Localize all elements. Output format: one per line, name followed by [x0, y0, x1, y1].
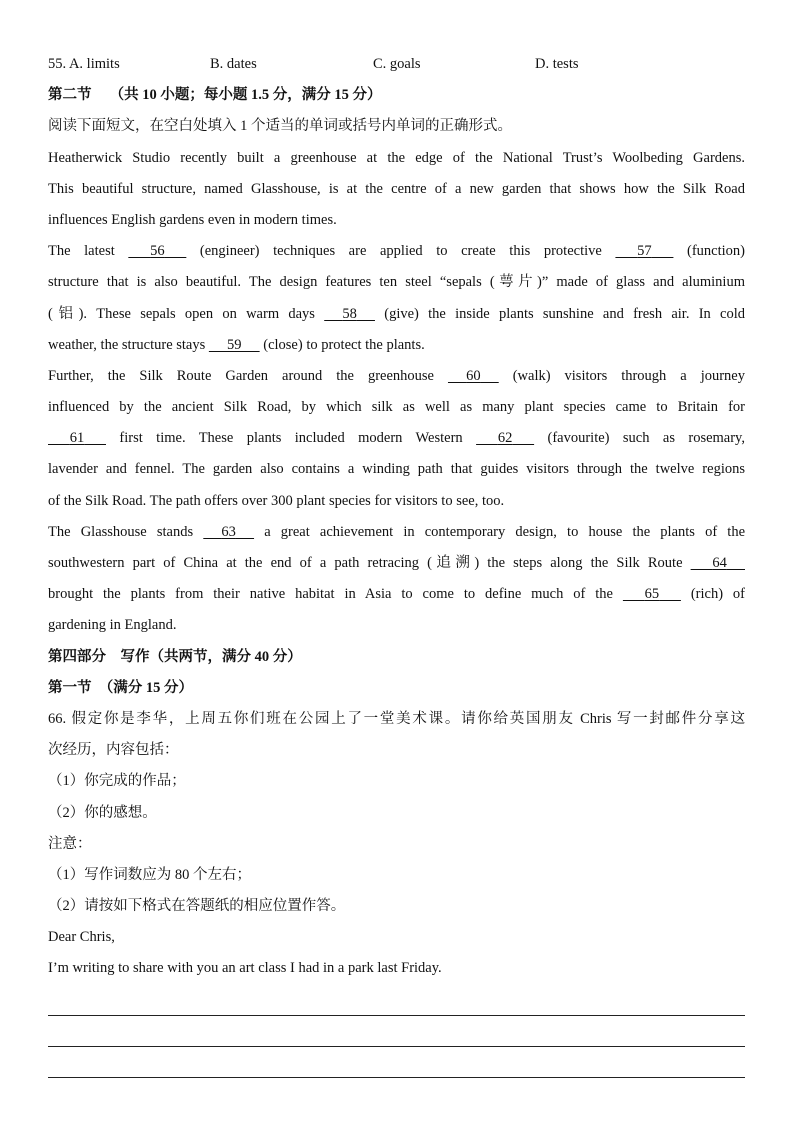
- letter-opening: I’m writing to share with you an art class I had in a park last Friday.: [48, 960, 442, 977]
- blank-62[interactable]: [476, 423, 534, 454]
- blank-number: 57: [637, 243, 652, 260]
- q66-item: （1）你完成的作品；: [48, 773, 186, 790]
- passage-line: influences English gardens even in modern times.: [48, 211, 337, 228]
- text-segment: The latest: [48, 243, 115, 260]
- q66-note-label: 注意：: [48, 835, 92, 852]
- passage-line: [48, 330, 745, 361]
- text-segment: southwestern part of China at the end of a path retracing (追溯) the steps along the Silk Route: [48, 555, 683, 571]
- text-segment: Further, the Silk Route Garden around the greenhouse: [48, 367, 434, 384]
- text-segment: (favourite) such as rosemary,: [547, 430, 745, 447]
- passage-line: [48, 517, 745, 548]
- passage-line: [48, 548, 745, 579]
- q55-option-c: C. goals: [373, 56, 421, 72]
- text-segment: (engineer) techniques are applied to create this protective: [199, 243, 602, 260]
- blank-64[interactable]: [691, 548, 745, 579]
- blank-65[interactable]: [623, 579, 681, 610]
- q55-options-row: [48, 49, 745, 80]
- passage-line: [48, 423, 745, 454]
- blank-59[interactable]: [209, 330, 260, 361]
- part4-heading: 第四部分 写作（共两节，满分 40 分）: [48, 648, 302, 665]
- q55-option-b: B. dates: [210, 56, 257, 72]
- q66-note: （1）写作词数应为 80 个左右；: [48, 866, 251, 883]
- blank-63[interactable]: [203, 517, 254, 548]
- answer-line[interactable]: [48, 985, 745, 1016]
- answer-line[interactable]: [48, 1047, 745, 1078]
- blank-58[interactable]: [324, 299, 375, 330]
- passage-line: influenced by the ancient Silk Road, by which silk as well as many plant species came to Britain for: [48, 399, 745, 416]
- letter-greeting: Dear Chris,: [48, 929, 115, 946]
- passage-line: [48, 236, 745, 267]
- section2-heading: [48, 80, 745, 111]
- q66-prompt-line: 次经历，内容包括：: [48, 742, 179, 759]
- blank-number: 65: [644, 586, 660, 603]
- text-segment: a great achievement in contemporary design, to house the plants of the: [264, 523, 746, 540]
- section2-instruction: 阅读下面短文，在空白处填入 1 个适当的单词或括号内单词的正确形式。: [48, 118, 512, 135]
- text-segment: (rich) of: [690, 586, 746, 603]
- text-segment: The Glasshouse stands: [48, 523, 194, 540]
- blank-number: 64: [712, 555, 727, 571]
- passage-line: Heatherwick Studio recently built a greenhouse at the edge of the National Trust’s Woolbeding Gardens.: [48, 149, 745, 166]
- text-segment: (function): [687, 243, 745, 260]
- passage-line: of the Silk Road. The path offers over 300 plant species for visitors to see, too.: [48, 492, 505, 509]
- section2-desc: （共 10 小题；每小题 1.5 分，满分 15 分）: [109, 87, 382, 104]
- text-segment: (give) the inside plants sunshine and fresh air. In cold: [384, 305, 746, 322]
- section2-title: 第二节: [48, 87, 92, 104]
- passage-line: [48, 299, 745, 330]
- q66-note: （2）请按如下格式在答题纸的相应位置作答。: [48, 898, 346, 915]
- q55-option-d: D. tests: [535, 56, 579, 72]
- blank-number: 62: [497, 430, 513, 447]
- text-segment: first time. These plants included modern Western: [119, 430, 463, 447]
- blank-60[interactable]: [448, 361, 499, 392]
- blank-number: 63: [221, 523, 236, 540]
- passage-line: This beautiful structure, named Glasshouse, is at the centre of a new garden that shows how the Silk Road: [48, 180, 745, 197]
- passage-line: structure that is also beautiful. The design features ten steel “sepals (萼片)” made of glass and aluminium: [48, 274, 745, 291]
- text-segment: weather, the structure stays: [48, 336, 206, 353]
- section1-heading: 第一节 （满分 15 分）: [48, 679, 193, 696]
- text-segment: (close) to protect the plants.: [263, 336, 425, 353]
- text-segment: (铝). These sepals open on warm days: [48, 305, 315, 322]
- passage-line: [48, 361, 745, 392]
- text-segment: brought the plants from their native habitat in Asia to come to define much of the: [48, 586, 613, 603]
- blank-61[interactable]: [48, 423, 106, 454]
- passage-line: lavender and fennel. The garden also contains a winding path that guides visitors through the twelve regions: [48, 461, 745, 478]
- blank-number: 61: [69, 430, 85, 447]
- document-page: [48, 49, 745, 1078]
- text-segment: (walk) visitors through a journey: [512, 367, 745, 384]
- blank-number: 60: [466, 367, 481, 384]
- answer-line[interactable]: [48, 1016, 745, 1047]
- blank-number: 58: [342, 305, 357, 322]
- blank-number: 56: [150, 243, 165, 260]
- q55-option-a: 55. A. limits: [48, 56, 120, 72]
- q66-item: （2）你的感想。: [48, 804, 157, 821]
- q66-prompt-line: 66. 假定你是李华，上周五你们班在公园上了一堂美术课。请你给英国朋友 Chris 写一封邮件分享这: [48, 710, 745, 727]
- blank-56[interactable]: [128, 236, 186, 267]
- blank-57[interactable]: [615, 236, 673, 267]
- passage-line: gardening in England.: [48, 617, 177, 634]
- blank-number: 59: [227, 336, 242, 353]
- passage-line: [48, 579, 745, 610]
